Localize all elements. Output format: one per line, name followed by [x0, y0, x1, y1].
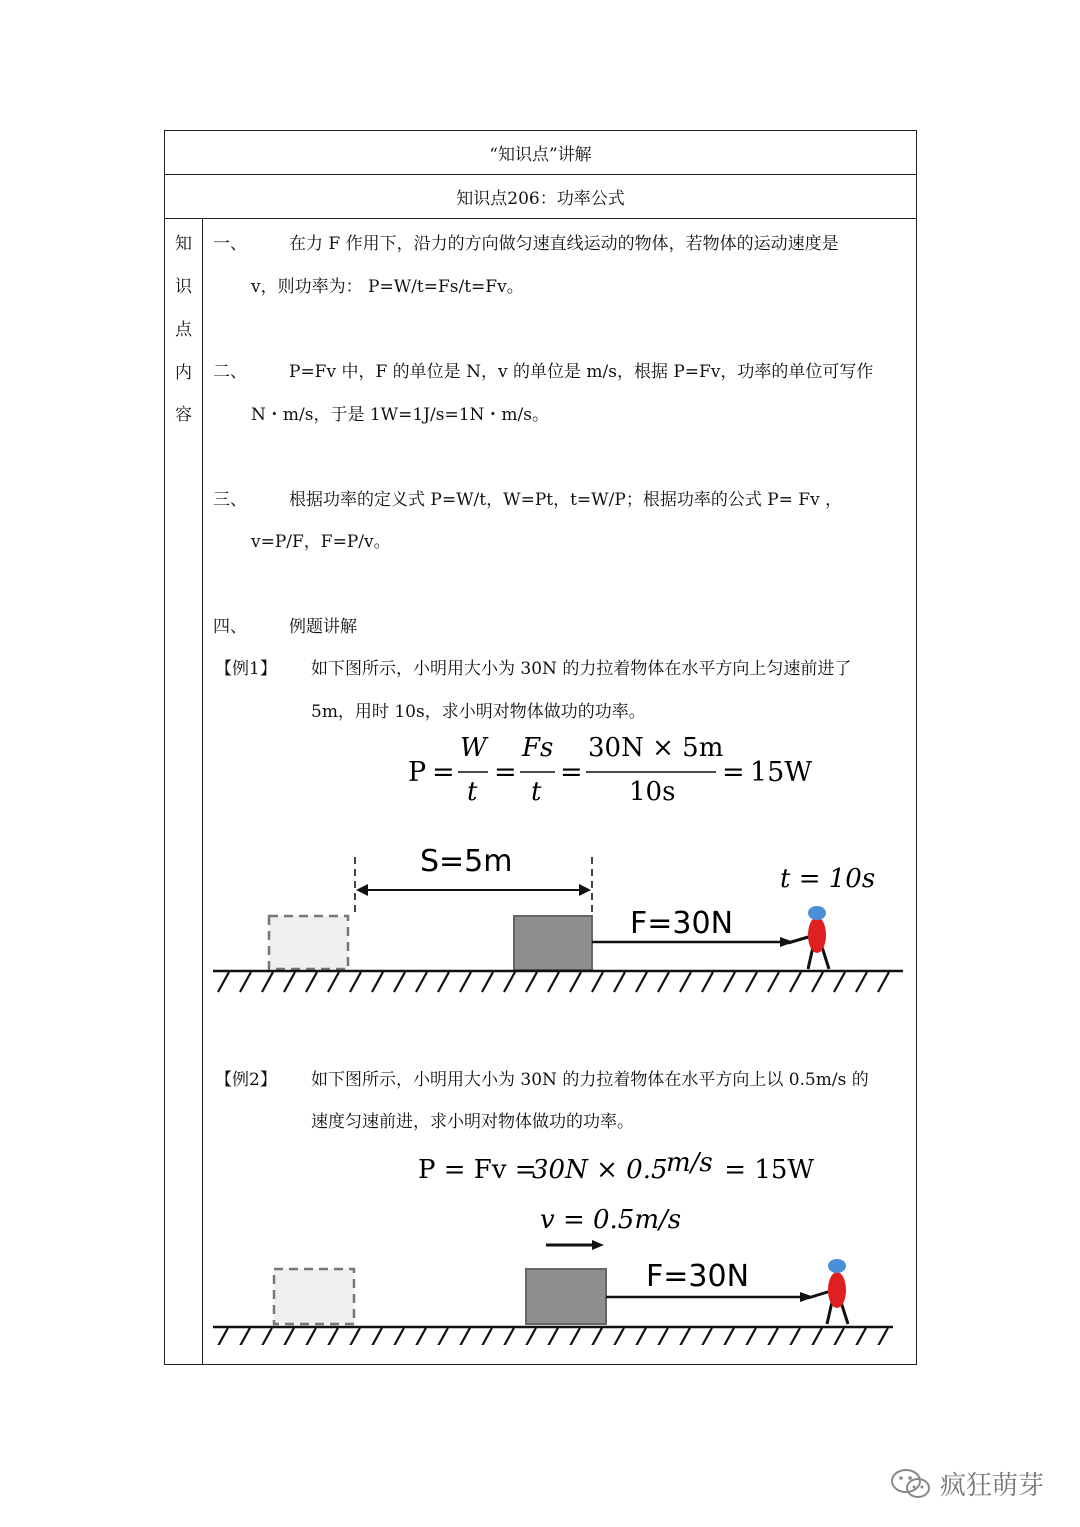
- person-figure: [788, 906, 829, 969]
- formula-w: W: [460, 733, 487, 763]
- example-text: 如下图所示，小明用大小为 30N 的力拉着物体在水平方向上匀速前进了: [311, 659, 852, 679]
- initial-box-position: [274, 1269, 354, 1324]
- section-number: 四、: [213, 617, 247, 637]
- force-label: F=30N: [646, 1259, 750, 1294]
- side-label-char: 内: [175, 363, 192, 383]
- side-label-char: 容: [175, 405, 192, 425]
- example2-figure: [210, 1200, 910, 1345]
- person-figure: [808, 1259, 848, 1324]
- box: [514, 916, 592, 970]
- section-text: v=P/F，F=P/v。: [251, 532, 391, 552]
- formula-denominator: 10s: [629, 777, 676, 807]
- watermark-text: 疯狂萌芽: [940, 1471, 1045, 1501]
- formula-t2: t: [531, 777, 542, 807]
- time-label: t = 10s: [780, 864, 876, 894]
- example-label: 【例2】: [215, 1070, 277, 1090]
- section-text: 根据功率的定义式 P=W/t，W=Pt，t=W/P；根据功率的公式 P= Fv ，: [289, 490, 843, 510]
- formula-result: 15W: [750, 757, 813, 788]
- side-label-char: 知: [175, 234, 192, 254]
- side-label-char: 点: [175, 320, 192, 340]
- formula2-mid: 30N × 0.5: [532, 1155, 668, 1185]
- velocity-label: v = 0.5m/s: [540, 1205, 682, 1235]
- example1-formula: [400, 726, 820, 810]
- section-text: 在力 F 作用下，沿力的方向做匀速直线运动的物体，若物体的运动速度是: [289, 234, 839, 254]
- formula2-result: = 15W: [716, 1155, 815, 1185]
- svg-text:=: =: [432, 757, 455, 788]
- section-text: v，则功率为： P=W/t=Fs/t=Fv。: [251, 277, 524, 297]
- section-number: 三、: [213, 490, 247, 510]
- svg-text:=: =: [560, 757, 583, 788]
- example1-figure: [210, 835, 910, 1000]
- side-label-char: 识: [175, 277, 192, 297]
- section-text: 例题讲解: [289, 617, 357, 637]
- example-text: 如下图所示，小明用大小为 30N 的力拉着物体在水平方向上以 0.5m/s 的: [311, 1070, 869, 1090]
- section-text: N・m/s，于是 1W=1J/s=1N・m/s。: [251, 405, 549, 425]
- section-text: P=Fv 中，F 的单位是 N，v 的单位是 m/s，根据 P=Fv，功率的单位可写作: [289, 362, 874, 382]
- side-label-column: [165, 219, 203, 1364]
- initial-box-position: [269, 916, 348, 969]
- distance-label: S=5m: [420, 844, 513, 879]
- table-title: “知识点”讲解: [165, 131, 916, 175]
- box: [526, 1269, 606, 1324]
- watermark: [890, 1465, 1044, 1502]
- formula2-lhs: P = Fv =: [418, 1155, 545, 1185]
- example-label: 【例1】: [215, 659, 277, 679]
- example2-formula: [410, 1143, 830, 1193]
- formula2-unit: m/s: [666, 1148, 713, 1178]
- section-number: 一、: [213, 234, 247, 254]
- force-label: F=30N: [630, 906, 734, 941]
- formula-fs: Fs: [522, 733, 554, 763]
- example-text: 5m，用时 10s，求小明对物体做功的功率。: [311, 702, 646, 722]
- example-text: 速度匀速前进，求小明对物体做功的功率。: [311, 1112, 634, 1132]
- formula-t: t: [467, 777, 478, 807]
- wechat-icon: [890, 1467, 932, 1501]
- formula-numerator: 30N × 5m: [588, 733, 724, 763]
- svg-text:=: =: [722, 757, 745, 788]
- section-number: 二、: [213, 362, 247, 382]
- formula-p: P: [408, 757, 427, 788]
- table-subtitle: 知识点206：功率公式: [165, 175, 916, 219]
- svg-text:=: =: [494, 757, 517, 788]
